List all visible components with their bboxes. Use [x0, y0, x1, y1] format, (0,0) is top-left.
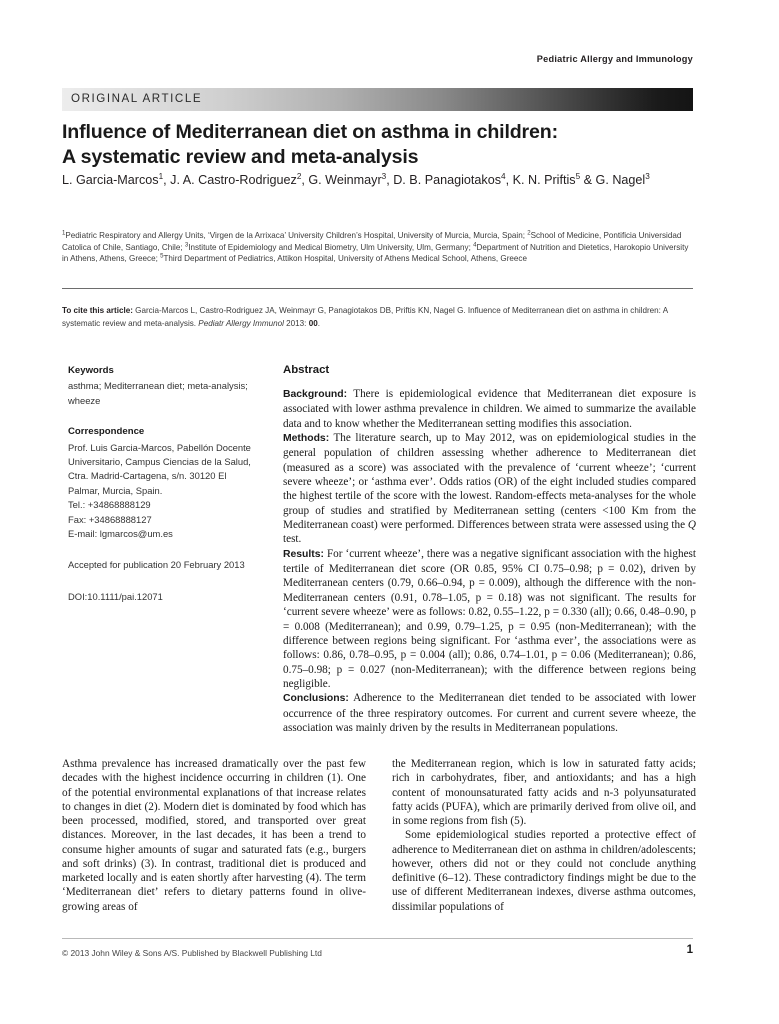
affiliation-text: Department of Nutrition and Dietetics, Harokopio University in Athens, Athens, Greece;: [62, 242, 689, 264]
page-number: 1: [686, 944, 693, 956]
abstract-section: [283, 691, 696, 735]
doi-block: [68, 590, 258, 604]
title-line-1: Influence of Mediterranean diet on asthma in children:: [62, 121, 558, 143]
abstract-section-label: Background:: [283, 389, 348, 400]
copyright-notice: © 2013 John Wiley & Sons A/S. Published by Blackwell Publishing Ltd: [62, 948, 322, 958]
author-affiliation-marker: 3: [645, 171, 650, 181]
article-type-label: ORIGINAL ARTICLE: [71, 92, 203, 105]
abstract-section-text: For ‘current wheeze’, there was a negative significant association with the highest tertile of Mediterranean diet score (OR 0.85, 95% CI 0.75–0.98; p = 0.02), driven by Mediterranean centers (0.79, 0.66–0.94, p = 0.009), although the difference with the non-Mediterranean centers (0.91, 0.78–1.05, p = 0.18) was not significant. The results for ‘current severe wheeze’ were as follows: 0.82, 0.55–1.22, p = 0.330 (all); 0.66, 0.48–0.90, p = 0.008 (Mediterranean); and 0.99, 0.79–1.25, p = 0.95 (non-Mediterranean); with the difference between regions being significant. For ‘asthma ever’, the associations were as follows: 0.86, 0.78–0.95, p = 0.004 (all); 0.86, 0.74–1.01, p = 0.06 (Mediterranean); 0.86, 0.75–0.98; p = 0.027 (non-Mediterranean); with the difference between regions being negligible.: [283, 547, 696, 690]
correspondence-address: Prof. Luis Garcia-Marcos, Pabellón Docente Universitario, Campus Ciencias de la Salud, Ctra. Madrid-Cartagena, s/n. 30120 El Palmar, Murcia, Spain.: [68, 441, 254, 496]
abstract-section-label: Conclusions:: [283, 693, 349, 705]
abstract-section: [283, 387, 696, 431]
keywords-heading: Keywords: [68, 365, 114, 376]
abstract-section-text: Adherence to the Mediterranean diet tended to be associated with lower occurrence of the three respiratory outcomes. For current and current severe wheeze, the association was mainly driven by the results in Mediterranean populations.: [283, 692, 696, 734]
affiliations-block: [62, 230, 695, 265]
keywords-block: [68, 364, 258, 408]
citation-text-3: .: [317, 319, 320, 329]
affiliation-marker: 1: [62, 229, 66, 237]
body-paragraph: the Mediterranean region, which is low in saturated fatty acids; rich in carbohydrates, fiber, and antioxidants; and has a high content of monounsaturated fatty acids and n-3 polyunsaturated fatty acids (PUFA), which are primarily derived from olive oil, and in some regions from fish (5).: [392, 758, 696, 827]
author-affiliation-marker: 4: [501, 171, 506, 181]
correspondence-tel: Tel.: +34868888129: [68, 499, 151, 511]
abstract-section-text: The literature search, up to May 2012, was on epidemiological studies in the general population of children assessing whether adherence to Mediterranean diet (measured as a score) was associated with the prevalence of ‘current wheeze’; ‘current severe wheeze’; or ‘asthma ever’. Odds ratios (OR) of the eight included studies compared the highest tertile of the score with the lowest. Random-effects meta-analyses for the whole group of studies and stratified by Mediterranean setting (centers <100 Km from the Mediterranean coast) were performed. Differences between strata were assessed using the: [283, 432, 696, 532]
body-column-right: [392, 757, 696, 914]
affiliation-marker: 5: [160, 252, 164, 260]
author-name: G. Weinmayr: [308, 173, 382, 187]
correspondence-email[interactable]: E-mail: lgmarcos@um.es: [68, 528, 173, 540]
author-affiliation-marker: 5: [575, 171, 581, 181]
author-affiliation-marker: 3: [381, 171, 387, 181]
abstract-italic-term: Q: [687, 519, 696, 532]
author-name: J. A. Castro-Rodriguez: [170, 173, 297, 187]
author-name: & G. Nagel: [583, 173, 646, 187]
author-name: D. B. Panagiotakos: [393, 173, 502, 187]
citation-pages: 00: [308, 319, 318, 329]
title-line-2: A systematic review and meta-analysis: [62, 146, 419, 168]
correspondence-block: [68, 425, 258, 541]
correspondence-fax: Fax: +34868888127: [68, 513, 152, 525]
citation-text-1: Garcia-Marcos L, Castro-Rodriguez JA, Weinmayr G, Panagiotakos DB, Priftis KN, Nagel G. Influence of Mediterranean diet on asthma in children: A systematic review and meta-analysis.: [62, 306, 668, 329]
affiliation-text: Third Department of Pediatrics, Attikon Hospital, University of Athens Medical School, Athens, Greece: [163, 254, 527, 264]
abstract-section-label: Methods:: [283, 433, 330, 445]
abstract-section: [283, 547, 696, 691]
citation-block: [62, 304, 695, 331]
affiliation-marker: 2: [527, 229, 531, 237]
body-column-left: [62, 757, 366, 914]
keywords-text: asthma; Mediterranean diet; meta-analysis; wheeze: [68, 380, 251, 406]
abstract-column: [283, 364, 696, 735]
citation-label: To cite this article:: [62, 306, 133, 315]
abstract-section-text: test.: [283, 533, 302, 546]
affiliation-text: School of Medicine, Pontificia Universidad Catolica of Chile, Santiago, Chile;: [62, 231, 682, 252]
affiliation-marker: 3: [184, 240, 189, 248]
author-name: L. Garcia-Marcos: [62, 173, 159, 187]
body-paragraph: Some epidemiological studies reported a protective effect of adherence to Mediterranean diet on asthma in children/adolescents; however, others did not or they could not conclude anything definitive (6–12). These contradictory findings might be due to the use of different Mediterranean indexes, diverse asthma outcomes, dissimilar populations of: [392, 829, 696, 913]
journal-running-head: Pediatric Allergy and Immunology: [536, 54, 693, 64]
citation-text-2: 2013:: [283, 319, 309, 329]
affiliation-text: Pediatric Respiratory and Allergy Units, ‘Virgen de la Arrixaca’ University Children’s Hospital, University of Murcia, Murcia, Spain;: [65, 231, 528, 240]
correspondence-heading: Correspondence: [68, 426, 145, 438]
body-text-columns: [62, 757, 696, 914]
citation-journal: Pediatr Allergy Immunol: [198, 319, 284, 329]
abstract-body: [283, 387, 696, 735]
author-list: L. Garcia-Marcos$^1$, J. A. Castro-Rodriguez$^2$, G. Weinmayr$^3$, D. B. Panagiotakos$^4$, K. N. Priftis$^5$ & G. Nagel$^3$: [62, 171, 650, 187]
article-meta-column: [68, 364, 258, 621]
affiliation-marker: 4: [473, 240, 477, 248]
footer-divider: [62, 938, 693, 939]
accepted-date: Accepted for publication 20 February 2013: [68, 559, 245, 571]
affiliation-text: Institute of Epidemiology and Medical Biometry, Ulm University, Ulm, Germany;: [188, 242, 474, 252]
author-name: K. N. Priftis: [512, 173, 576, 187]
doi-text[interactable]: DOI:10.1111/pai.12071: [68, 590, 163, 602]
author-affiliation-marker: 2: [296, 171, 302, 181]
page-title: [62, 120, 702, 170]
abstract-section: [283, 431, 696, 547]
author-affiliation-marker: 1: [158, 171, 164, 181]
header-divider: [62, 288, 693, 289]
abstract-section-text: There is epidemiological evidence that Mediterranean diet exposure is associated with lower asthma prevalence in children. We aimed to summarize the available data and to know whether the Mediterranean setting modifies this association.: [283, 388, 696, 430]
abstract-heading: Abstract: [283, 364, 330, 376]
abstract-section-label: Results:: [283, 548, 324, 560]
body-paragraph: Asthma prevalence has increased dramatically over the past few decades with the highest incidence occurring in children (1). One of the potential environmental explanations of that increase relates to changes in diet (2). Modern diet is dominated by food which has been processed, modified, stored, and transported over great distances. Moreover, in the last decades, it has been a trend to consume higher amounts of sugar and saturated fats (e.g., burgers and soft drinks) (3). In contrast, traditional diet is produced and marketed locally and is eaten shortly after harvesting (4). The term ‘Mediterranean diet’ refers to dietary patterns found in olive-growing areas of: [62, 758, 366, 913]
